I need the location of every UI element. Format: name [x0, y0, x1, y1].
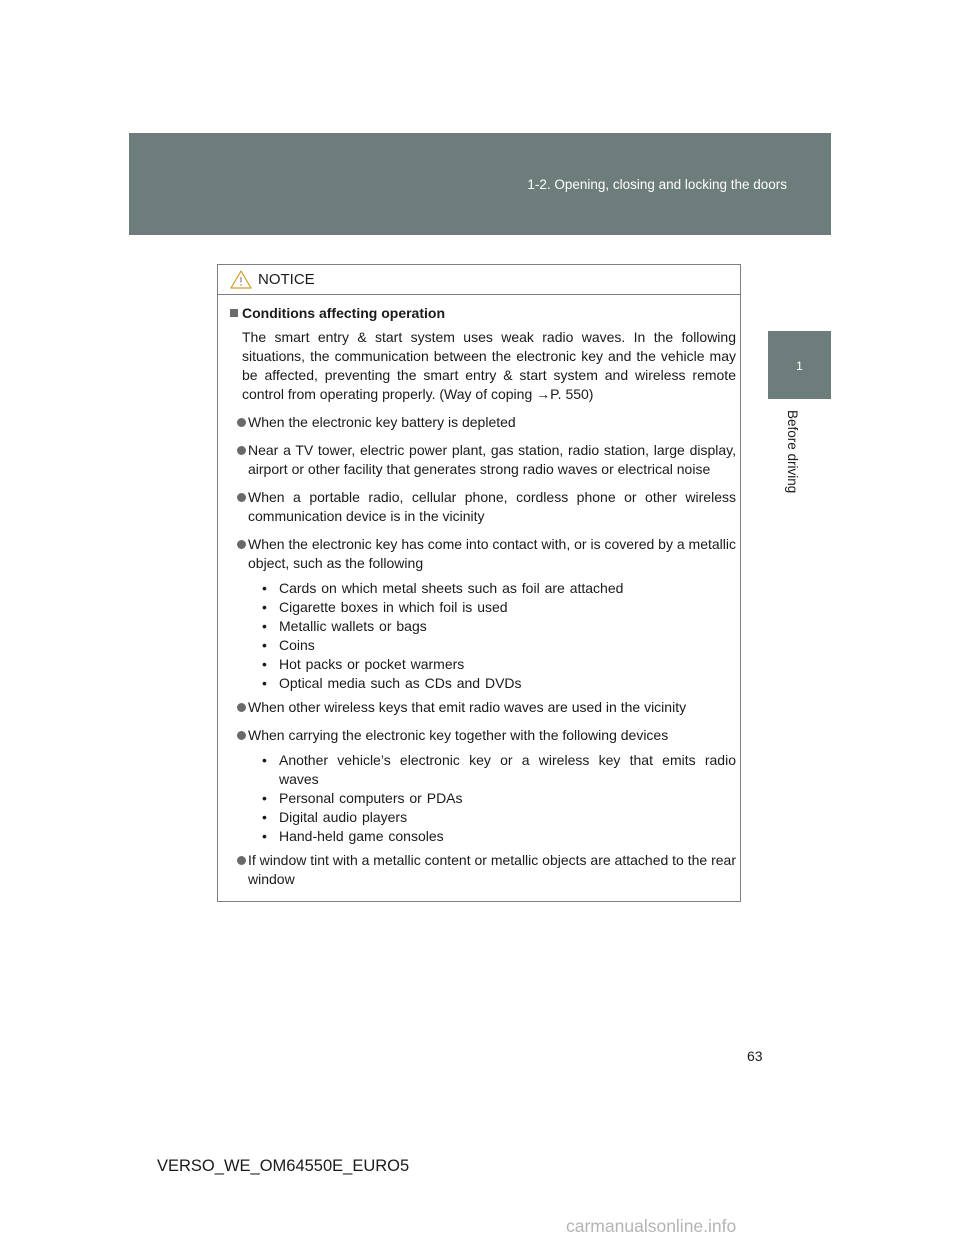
small-dot-icon: •	[262, 580, 267, 596]
bullet-text: When the electronic key battery is depleted	[248, 414, 516, 430]
watermark: carmanualsonline.info	[566, 1216, 737, 1236]
sub-item-text: Coins	[279, 637, 315, 653]
sub-list-item	[248, 827, 736, 846]
notice-bullet-item	[230, 413, 736, 432]
sub-item-text: Optical media such as CDs and DVDs	[279, 675, 522, 691]
bullet-text: When other wireless keys that emit radio waves are used in the vicinity	[248, 699, 687, 715]
conditions-heading	[230, 304, 736, 323]
sub-item-text: Another vehicle’s electronic key or a wireless key that emits radio waves	[279, 752, 736, 787]
small-dot-icon: •	[262, 656, 267, 672]
page-number: 63	[747, 1048, 763, 1064]
small-dot-icon: •	[262, 828, 267, 844]
sub-item-text: Personal computers or PDAs	[279, 790, 463, 806]
sub-list-item	[248, 579, 736, 598]
bullet-text: Near a TV tower, electric power plant, gas station, radio station, large display, airport or other facility that generates strong radio waves or electrical noise	[248, 442, 736, 477]
round-bullet-icon	[237, 731, 246, 740]
chapter-number: 1	[796, 359, 803, 373]
sub-list-item	[248, 598, 736, 617]
bullet-list	[230, 413, 736, 889]
chapter-label: Before driving	[785, 410, 800, 494]
bullet-text: When a portable radio, cellular phone, cordless phone or other wireless communication device is in the vicinity	[248, 489, 736, 524]
small-dot-icon: •	[262, 599, 267, 615]
bullet-text: If window tint with a metallic content or metallic objects are attached to the rear window	[248, 852, 736, 887]
notice-bullet-item	[230, 726, 736, 846]
round-bullet-icon	[237, 703, 246, 712]
sub-list-item	[248, 674, 736, 693]
notice-bullet-item	[230, 535, 736, 693]
footer-code: VERSO_WE_OM64550E_EURO5	[157, 1157, 410, 1175]
round-bullet-icon	[237, 540, 246, 549]
small-dot-icon: •	[262, 637, 267, 653]
square-bullet-icon	[230, 309, 238, 317]
sub-item-text: Cards on which metal sheets such as foil are attached	[279, 580, 624, 596]
small-dot-icon: •	[262, 790, 267, 806]
small-dot-icon: •	[262, 809, 267, 825]
notice-title: NOTICE	[258, 271, 315, 288]
small-dot-icon: •	[262, 752, 267, 768]
notice-bullet-item	[230, 851, 736, 889]
sub-list	[248, 751, 736, 846]
section-header: 1-2. Opening, closing and locking the doors	[527, 177, 787, 192]
small-dot-icon: •	[262, 675, 267, 691]
round-bullet-icon	[237, 493, 246, 502]
conditions-heading-text: Conditions affecting operation	[242, 305, 445, 321]
header-band	[129, 133, 831, 235]
notice-bullet-item	[230, 441, 736, 479]
warning-icon	[230, 270, 252, 294]
sub-item-text: Hot packs or pocket warmers	[279, 656, 465, 672]
sub-list	[248, 579, 736, 693]
notice-box	[217, 264, 741, 902]
round-bullet-icon	[237, 418, 246, 427]
sub-list-item	[248, 636, 736, 655]
sub-item-text: Cigarette boxes in which foil is used	[279, 599, 508, 615]
intro-paragraph: The smart entry & start system uses weak radio waves. In the following situations, the communication between the electronic key and the vehicle may be affected, preventing the smart entry & start system and wireless remote control from operating properly. (Way of coping →P. 550)	[242, 329, 736, 402]
chapter-tab	[768, 331, 831, 399]
notice-bullet-item	[230, 698, 736, 717]
sub-list-item	[248, 655, 736, 674]
notice-body	[230, 304, 736, 898]
sub-list-item	[248, 789, 736, 808]
round-bullet-icon	[237, 856, 246, 865]
sub-item-text: Digital audio players	[279, 809, 408, 825]
round-bullet-icon	[237, 446, 246, 455]
sub-list-item	[248, 808, 736, 827]
sub-item-text: Metallic wallets or bags	[279, 618, 427, 634]
sub-list-item	[248, 751, 736, 789]
notice-header	[218, 265, 740, 295]
notice-bullet-item	[230, 488, 736, 526]
bullet-text: When the electronic key has come into contact with, or is covered by a metallic object, such as the following	[248, 536, 736, 571]
sub-list-item	[248, 617, 736, 636]
bullet-text: When carrying the electronic key together with the following devices	[248, 727, 669, 743]
sub-item-text: Hand-held game consoles	[279, 828, 444, 844]
small-dot-icon: •	[262, 618, 267, 634]
